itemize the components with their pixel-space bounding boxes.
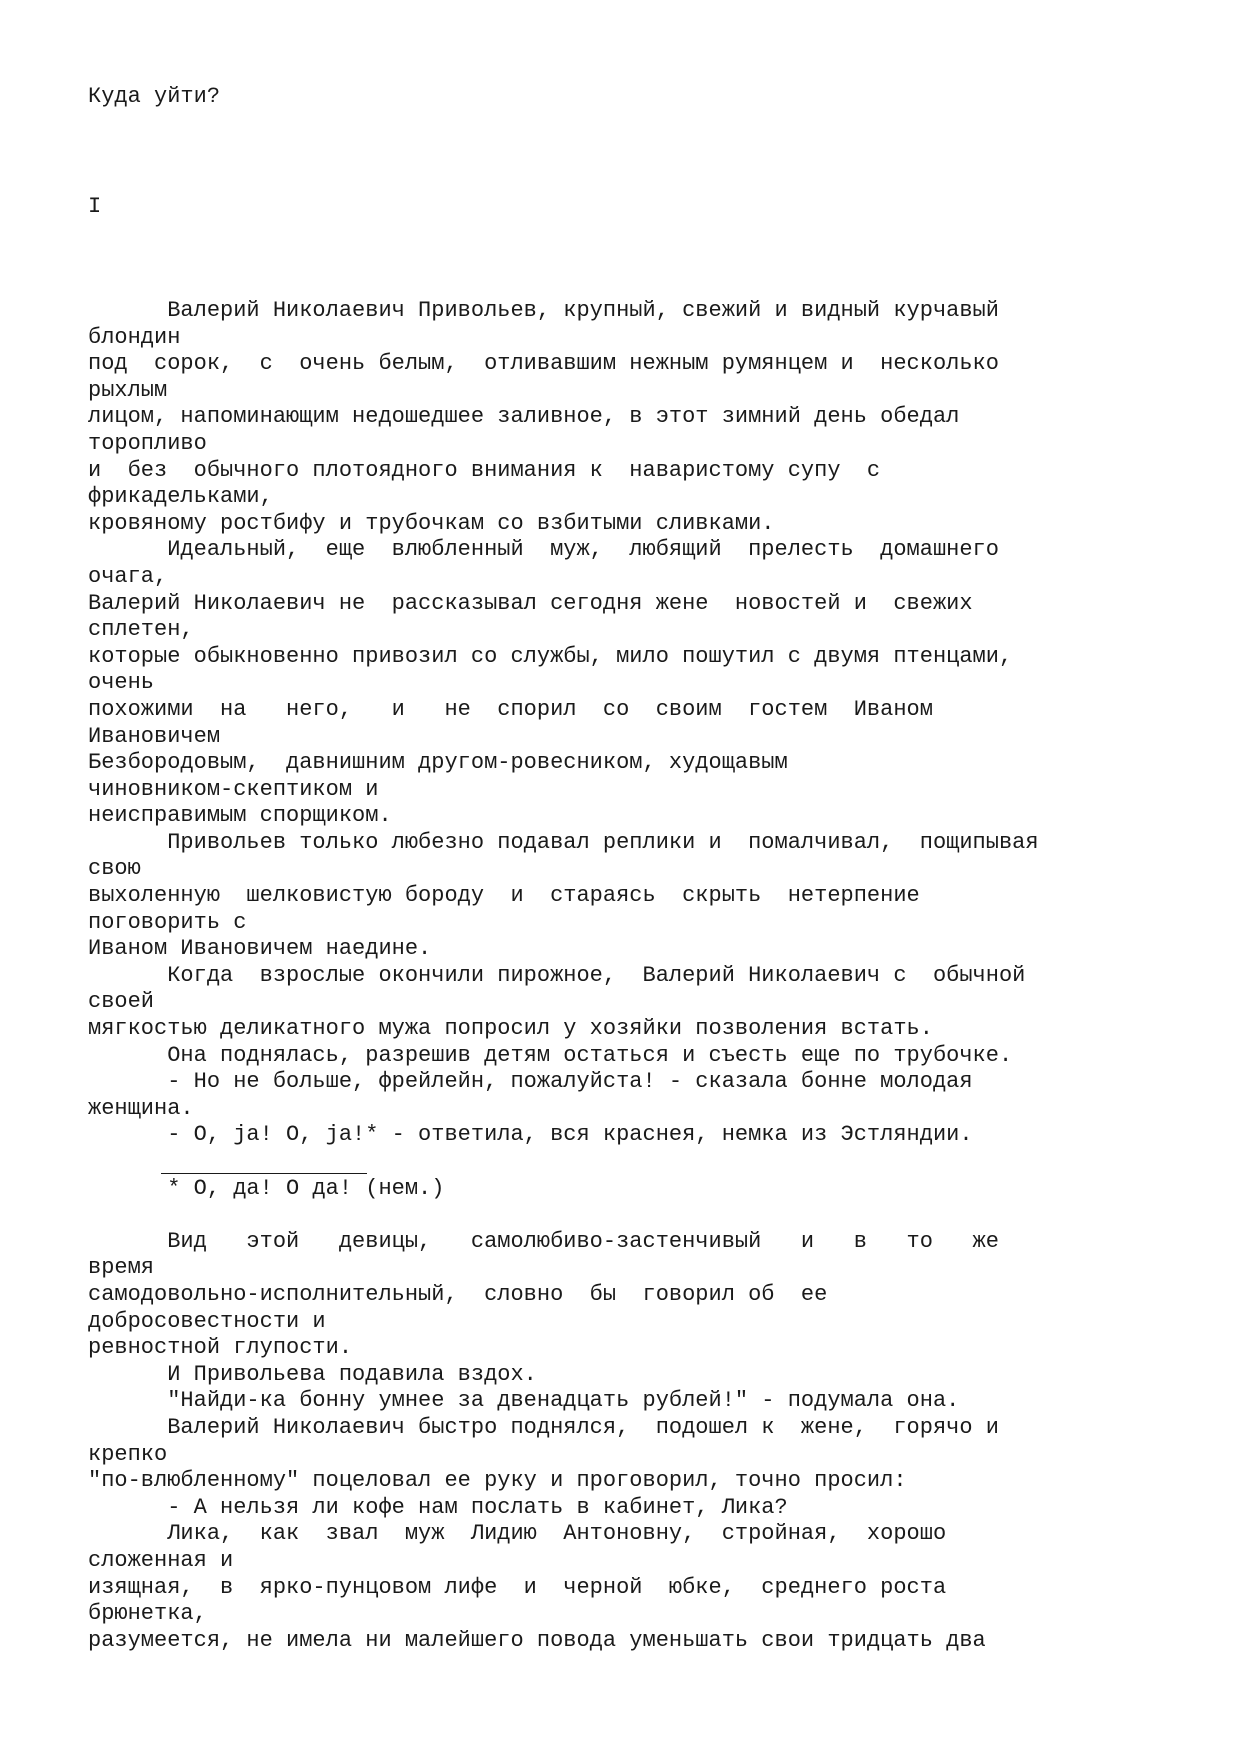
text-line: изящная, в ярко-пунцовом лифе и черной юбке, среднего роста <box>88 1574 947 1600</box>
text-line: * О, да! О да! (нем.) <box>88 1175 445 1201</box>
paragraph-gap <box>88 1202 1039 1229</box>
text-line: Когда взрослые окончили пирожное, Валерий Николаевич с обычной <box>88 962 1026 988</box>
text-line: И Привольева подавила вздох. <box>88 1361 537 1387</box>
text-line: разумеется, не имела ни малейшего повода уменьшать свои тридцать два <box>88 1627 986 1653</box>
text-line: под сорок, с очень белым, отливавшим нежным румянцем и несколько <box>88 351 999 377</box>
text-line: брюнетка, <box>88 1601 207 1627</box>
text-line: похожими на него, и не спорил со своим гостем Иваном <box>88 696 933 722</box>
text-line: Лика, как звал муж Лидию Антоновну, стройная, хорошо <box>88 1521 947 1547</box>
text-line: своей <box>88 989 155 1015</box>
text-line: и без обычного плотоядного внимания к наваристому супу с <box>88 457 881 483</box>
text-line: Она поднялась, разрешив детям остаться и съесть еще по трубочке. <box>88 1042 1013 1068</box>
document-title: Куда уйти? <box>88 84 221 109</box>
text-line: крепко <box>88 1441 168 1467</box>
text-line: блондин <box>88 324 181 350</box>
text-line: Привольев только любезно подавал реплики и помалчивал, пощипывая <box>88 829 1039 855</box>
text-line: рыхлым <box>88 377 168 403</box>
text-line: сложенная и <box>88 1547 234 1573</box>
text-line: "по-влюбленному" поцеловал ее руку и проговорил, точно просил: <box>88 1468 907 1494</box>
body-text <box>88 298 1039 1654</box>
text-line: время <box>88 1255 155 1281</box>
text-line: Безбородовым, давнишним другом-ровесником, худощавым <box>88 750 788 776</box>
text-line: кровяному ростбифу и трубочкам со взбитыми сливками. <box>88 510 775 536</box>
text-line: торопливо <box>88 430 207 456</box>
text-line: чиновником-скептиком и <box>88 776 379 802</box>
chapter-number: I <box>88 194 102 219</box>
text-line: Вид этой девицы, самолюбиво-застенчивый и в то же <box>88 1228 999 1254</box>
text-line: - А нельзя ли кофе нам послать в кабинет, Лика? <box>88 1494 788 1520</box>
text-line: лицом, напоминающим недошедшее заливное, в этот зимний день обедал <box>88 404 960 430</box>
text-line: - Но не больше, фрейлейн, пожалуйста! - сказала бонне молодая <box>88 1069 973 1095</box>
footnote-separator <box>88 1149 1039 1176</box>
text-line: ревностной глупости. <box>88 1335 353 1361</box>
text-line: Ивановичем <box>88 723 221 749</box>
text-line: сплетен, <box>88 617 194 643</box>
text-line: фрикадельками, <box>88 484 273 510</box>
text-line: добросовестности и <box>88 1308 326 1334</box>
text-line: "Найди-ка бонну умнее за двенадцать рублей!" - подумала она. <box>88 1388 960 1414</box>
text-line: Валерий Николаевич быстро поднялся, подошел к жене, горячо и <box>88 1414 999 1440</box>
text-line: очага, <box>88 563 168 589</box>
text-line: свою <box>88 856 141 882</box>
text-line: выхоленную шелковистую бороду и стараясь скрыть нетерпение <box>88 883 920 909</box>
text-line: которые обыкновенно привозил со службы, мило пошутил с двумя птенцами, <box>88 643 1013 669</box>
text-line: очень <box>88 670 155 696</box>
text-line: поговорить с <box>88 909 247 935</box>
text-line: - O, ja! O, ja!* - ответила, вся краснея, немка из Эстляндии. <box>88 1122 973 1148</box>
text-line: самодовольно-исполнительный, словно бы говорил об ее <box>88 1281 828 1307</box>
text-line: мягкостью деликатного мужа попросил у хозяйки позволения встать. <box>88 1016 933 1042</box>
text-line: Валерий Николаевич не рассказывал сегодня жене новостей и свежих <box>88 590 973 616</box>
text-line: женщина. <box>88 1095 194 1121</box>
text-line: неисправимым спорщиком. <box>88 803 392 829</box>
text-line: Иваном Ивановичем наедине. <box>88 936 432 962</box>
text-line: Валерий Николаевич Привольев, крупный, свежий и видный курчавый <box>88 298 999 323</box>
text-line: Идеальный, еще влюбленный муж, любящий прелесть домашнего <box>88 537 999 563</box>
